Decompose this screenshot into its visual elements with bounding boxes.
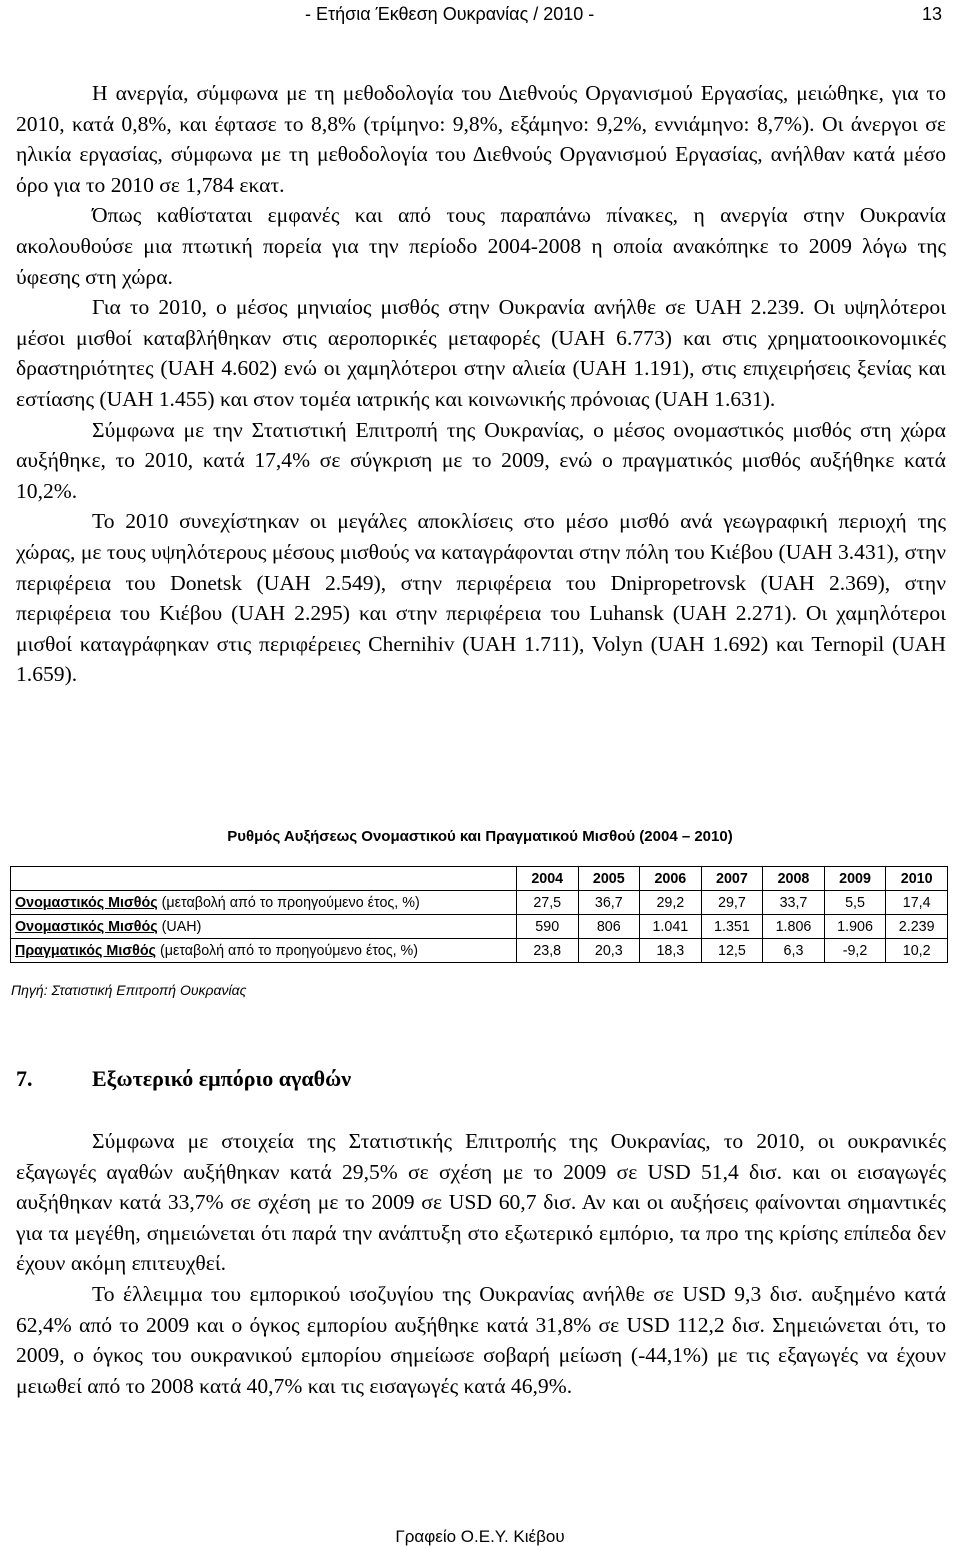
row-label-bold: Ονομαστικός Μισθός <box>15 894 158 911</box>
paragraph-trade-exports: Σύμφωνα με στοιχεία της Στατιστικής Επιτροπής της Ουκρανίας, το 2010, οι ουκρανικές εξαγωγές αγαθών αυξήθηκαν κατά 29,5% σε σχέση με το 2009 σε USD 51,4 δισ. και οι εισαγωγές αυξήθηκαν κατά 33,7% σε σχέση με το 2009 σε USD 60,7 δισ. Αν και οι αυξήσεις φαίνονται σημαντικές για τα μεγέθη, σημειώνεται ότι παρά την ανάπτυξη στο εξωτερικό εμπόριο, τα προ της κρίσης επίπεδα δεν έχουν ακόμη επιτευχθεί. <box>16 1129 946 1276</box>
table-cell: 2.239 <box>886 915 948 939</box>
year-header: 2008 <box>763 867 825 891</box>
paragraph-unemployment-trend: Όπως καθίσταται εμφανές και από τους παραπάνω πίνακες, η ανεργία στην Ουκρανία ακολουθούσε μια πτωτική πορεία για την περίοδο 2004-2008 η οποία ανακόπηκε το 2009 λόγω της ύφεσης στη χώρα. <box>16 203 946 289</box>
table-title: Ρυθμός Αυξήσεως Ονομαστικού και Πραγματικού Μισθού (2004 – 2010) <box>227 828 733 845</box>
section-heading <box>16 1066 351 1092</box>
header-title: - Ετήσια Έκθεση Ουκρανίας / 2010 - <box>305 4 595 24</box>
table-row <box>11 939 948 963</box>
year-header: 2006 <box>640 867 702 891</box>
section-number: 7. <box>16 1066 33 1091</box>
year-header: 2007 <box>701 867 763 891</box>
table-cell: 806 <box>578 915 640 939</box>
row-label-bold: Πραγματικός Μισθός <box>15 942 156 959</box>
table-cell: 29,7 <box>701 891 763 915</box>
table-source: Πηγή: Στατιστική Επιτροπή Ουκρανίας <box>11 982 247 998</box>
page-number: 13 <box>922 4 943 24</box>
table-cell: 33,7 <box>763 891 825 915</box>
table-cell: 18,3 <box>640 939 702 963</box>
paragraph-wage-growth: Σύμφωνα με την Στατιστική Επιτροπή της Ουκρανίας, ο μέσος ονομαστικός μισθός στη χώρα αυξήθηκε, το 2010, κατά 17,4% σε σύγκριση με το 2009, ενώ ο πραγματικός μισθός αυξήθηκε κατά 10,2%. <box>16 417 946 503</box>
row-label-rest: (μεταβολή από το προηγούμενο έτος, %) <box>156 942 419 959</box>
year-header: 2009 <box>824 867 886 891</box>
table-cell: 20,3 <box>578 939 640 963</box>
table-cell: 27,5 <box>516 891 578 915</box>
table-cell: 29,2 <box>640 891 702 915</box>
table-cell: 5,5 <box>824 891 886 915</box>
paragraph-unemployment: Η ανεργία, σύμφωνα με τη μεθοδολογία του Διεθνούς Οργανισμού Εργασίας, μειώθηκε, για το 2010, κατά 0,8%, και έφτασε το 8,8% (τρίμηνο: 9,8%, εξάμηνο: 9,2%, εννιάμηνο: 8,7%). Οι άνεργοι σε ηλικία εργασίας, σύμφωνα με τη μεθοδολογία του Διεθνούς Οργανισμού Εργασίας, ανήλθαν κατά μέσο όρο για το 2010 σε 1,784 εκατ. <box>16 81 946 197</box>
table-row <box>11 891 948 915</box>
page-header <box>0 4 960 24</box>
row-label <box>11 939 517 963</box>
paragraph-trade-balance: Το έλλειμμα του εμπορικού ισοζυγίου της Ουκρανίας ανήλθε σε USD 9,3 δισ. αυξημένο κατά 62,4% από το 2009 και ο όγκος εμπορίου αυξήθηκε κατά 31,8% σε USD 112,2 δισ. Σημειώνεται ότι, το 2009, ο όγκος του ουκρανικού εμπορίου σημείωσε σοβαρή μείωση (-44,1%) με τις εξαγωγές να έχουν μειωθεί από το 2008 κατά 40,7% και τις εισαγωγές κατά 46,9%. <box>16 1281 946 1398</box>
paragraph-average-wage: Για το 2010, ο μέσος μηνιαίος μισθός στην Ουκρανία ανήλθε σε UAH 2.239. Οι υψηλότεροι μέσοι μισθοί καταβλήθηκαν στις αεροπορικές μεταφορές (UAH 6.773) και στις χρηματοοικονομικές δραστηριότητες (UAH 4.602) ενώ οι χαμηλότεροι στην αλιεία (UAH 1.191), στις επιχειρήσεις ξενίας και εστίασης (UAH 1.455) και στον τομέα ιατρικής και κοινωνικής πρόνοιας (UAH 1.631). <box>16 295 946 411</box>
table-cell: 6,3 <box>763 939 825 963</box>
table-header-row <box>11 867 948 891</box>
table-cell: 12,5 <box>701 939 763 963</box>
year-header: 2004 <box>516 867 578 891</box>
table-cell: 36,7 <box>578 891 640 915</box>
table-cell: -9,2 <box>824 939 886 963</box>
row-label <box>11 891 517 915</box>
section-body-text <box>16 1126 946 1401</box>
row-label-rest: (μεταβολή από το προηγούμενο έτος, %) <box>157 894 420 911</box>
wage-growth-table <box>10 866 948 963</box>
body-text <box>16 78 946 690</box>
row-label-rest: (UAH) <box>157 918 202 935</box>
table-cell: 23,8 <box>516 939 578 963</box>
table-row <box>11 915 948 939</box>
row-label-bold: Ονομαστικός Μισθός <box>15 918 158 935</box>
table-cell: 17,4 <box>886 891 948 915</box>
table-cell: 590 <box>516 915 578 939</box>
table-cell: 1.041 <box>640 915 702 939</box>
table-corner-cell <box>11 867 517 891</box>
table-cell: 1.351 <box>701 915 763 939</box>
year-header: 2010 <box>886 867 948 891</box>
year-header: 2005 <box>578 867 640 891</box>
table-cell: 1.806 <box>763 915 825 939</box>
page-footer: Γραφείο Ο.Ε.Υ. Κιέβου <box>395 1527 565 1546</box>
row-label <box>11 915 517 939</box>
section-title: Εξωτερικό εμπόριο αγαθών <box>92 1066 352 1091</box>
table-cell: 10,2 <box>886 939 948 963</box>
paragraph-regional-wages: Το 2010 συνεχίστηκαν οι μεγάλες αποκλίσεις στο μέσο μισθό ανά γεωγραφική περιοχή της χώρας, με τους υψηλότερους μέσους μισθούς να καταγράφονται στην πόλη του Κιέβου (UAH 3.431), στην περιφέρεια του Donetsk (UAH 2.549), στην περιφέρεια του Dnipropetrovsk (UAH 2.369), στην περιφέρεια του Κιέβου (UAH 2.295) και στην περιφέρεια του Luhansk (UAH 2.271). Οι χαμηλότεροι μισθοί καταγράφηκαν στις περιφέρειες Chernihiv (UAH 1.711), Volyn (UAH 1.692) και Ternopil (UAH 1.659). <box>16 509 946 687</box>
table-cell: 1.906 <box>824 915 886 939</box>
